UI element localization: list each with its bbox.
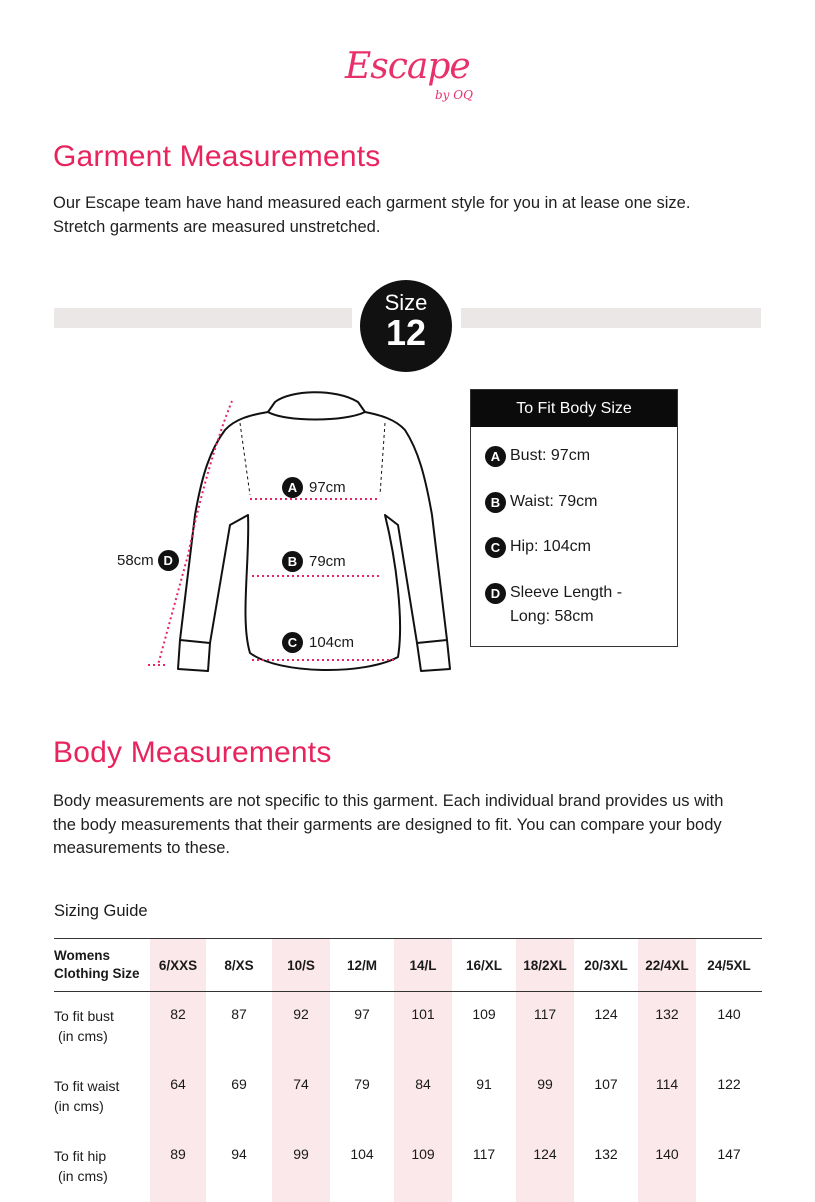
table-cell: 84 — [394, 1062, 452, 1132]
table-cell: 124 — [516, 1132, 574, 1202]
sizing-guide-title: Sizing Guide — [54, 902, 148, 920]
fit-box-title: To Fit Body Size — [471, 390, 677, 427]
garment-measurements-heading: Garment Measurements — [53, 140, 381, 173]
size-badge — [360, 280, 452, 372]
fit-waist — [485, 492, 597, 514]
fit-bust-text: Bust: 97cm — [510, 447, 591, 464]
row-label — [54, 1062, 150, 1132]
measure-c — [282, 632, 354, 653]
table-cell: 91 — [476, 1076, 492, 1092]
body-intro — [53, 790, 773, 861]
badge-c: C — [282, 632, 303, 653]
table-cell: 64 — [150, 1062, 206, 1132]
badge-b: B — [485, 492, 506, 513]
body-measurements-heading: Body Measurements — [53, 736, 332, 769]
measure-d — [117, 550, 185, 571]
table-cell: 117 — [472, 1146, 496, 1162]
table-cell: 109 — [472, 1006, 496, 1022]
measure-a — [282, 477, 346, 498]
table-row — [54, 1062, 762, 1132]
header-line1: Womens — [54, 948, 111, 963]
measurement-lines — [148, 401, 396, 665]
fit-sleeve — [485, 583, 622, 629]
row-label — [54, 1132, 150, 1202]
sweater-outline — [178, 392, 450, 671]
fit-sleeve-line1: Sleeve Length - — [510, 584, 623, 601]
table-cell: 94 — [231, 1146, 247, 1162]
size-header: 12/M — [330, 939, 394, 992]
fit-waist-text: Waist: 79cm — [510, 493, 598, 510]
size-header: 14/L — [394, 939, 452, 992]
size-header: 10/S — [272, 939, 330, 992]
measure-d-value: 58cm — [117, 552, 154, 569]
table-cell: 117 — [516, 992, 574, 1063]
size-number: 12 — [385, 312, 427, 353]
header-line2: Clothing Size — [54, 966, 140, 981]
body-intro-line1: Body measurements are not specific to this garment. Each individual brand provides us with — [53, 792, 724, 810]
garment-intro — [53, 192, 773, 239]
table-cell: 74 — [272, 1062, 330, 1132]
logo-sub-text: by OQ — [435, 88, 473, 102]
size-header: 16/XL — [452, 939, 516, 992]
logo-main-text: Escape — [345, 46, 470, 87]
garment-intro-line1: Our Escape team have hand measured each garment style for you in at lease one size. — [53, 194, 691, 212]
table-cell: 87 — [231, 1006, 247, 1022]
size-header: 18/2XL — [516, 939, 574, 992]
fit-sleeve-text — [510, 581, 622, 629]
size-bar-left — [54, 308, 352, 328]
row-label-line2: (in cms) — [58, 1168, 108, 1184]
table-cell: 140 — [717, 1006, 741, 1022]
table-cell: 92 — [272, 992, 330, 1063]
badge-d: D — [158, 550, 179, 571]
table-cell: 132 — [594, 1146, 618, 1162]
badge-a: A — [282, 477, 303, 498]
badge-b: B — [282, 551, 303, 572]
size-header: 22/4XL — [638, 939, 696, 992]
size-header: 24/5XL — [696, 939, 762, 992]
measure-b-value: 79cm — [309, 553, 346, 570]
table-header-row — [54, 939, 762, 992]
table-row — [54, 1132, 762, 1202]
badge-c: C — [485, 537, 506, 558]
table-cell: 101 — [394, 992, 452, 1063]
size-header: 20/3XL — [574, 939, 638, 992]
table-cell: 99 — [272, 1132, 330, 1202]
table-cell: 99 — [516, 1062, 574, 1132]
size-bar-right — [461, 308, 761, 328]
measure-a-value: 97cm — [309, 479, 346, 496]
row-label-line1: To fit bust — [54, 1008, 114, 1024]
table-row — [54, 992, 762, 1063]
table-cell: 124 — [594, 1006, 618, 1022]
escape-logo — [335, 28, 485, 110]
table-cell: 82 — [150, 992, 206, 1063]
table-cell: 79 — [354, 1076, 370, 1092]
table-cell: 114 — [638, 1062, 696, 1132]
table-cell: 147 — [717, 1146, 741, 1162]
size-header: 8/XS — [206, 939, 272, 992]
badge-d: D — [485, 583, 506, 604]
table-cell: 97 — [354, 1006, 370, 1022]
size-word: Size — [384, 290, 428, 315]
table-cell: 104 — [350, 1146, 374, 1162]
table-cell: 69 — [231, 1076, 247, 1092]
size-header: 6/XXS — [150, 939, 206, 992]
measure-c-value: 104cm — [309, 634, 355, 651]
fit-hip-text: Hip: 104cm — [510, 538, 591, 555]
table-header-label — [54, 939, 150, 992]
fit-sleeve-line2: Long: 58cm — [510, 608, 594, 625]
measure-b — [282, 551, 346, 572]
table-cell: 132 — [638, 992, 696, 1063]
table-cell: 122 — [717, 1076, 741, 1092]
row-label-line2: (in cms) — [54, 1098, 104, 1114]
badge-a: A — [485, 446, 506, 467]
fit-body-size-box — [470, 389, 678, 647]
table-cell: 140 — [638, 1132, 696, 1202]
sizing-guide-table — [54, 938, 762, 1202]
row-label-line1: To fit hip — [54, 1148, 107, 1164]
row-label-line2: (in cms) — [58, 1028, 108, 1044]
fit-bust — [485, 446, 590, 468]
body-intro-line3: measurements to these. — [53, 839, 231, 857]
table-cell: 109 — [394, 1132, 452, 1202]
table-cell: 89 — [150, 1132, 206, 1202]
garment-intro-line2: Stretch garments are measured unstretched. — [53, 217, 381, 236]
table-cell: 107 — [594, 1076, 618, 1092]
row-label — [54, 992, 150, 1063]
body-intro-line2: the body measurements that their garments are designed to fit. You can compare your body — [53, 815, 722, 834]
row-label-line1: To fit waist — [54, 1078, 120, 1094]
fit-hip — [485, 537, 591, 559]
